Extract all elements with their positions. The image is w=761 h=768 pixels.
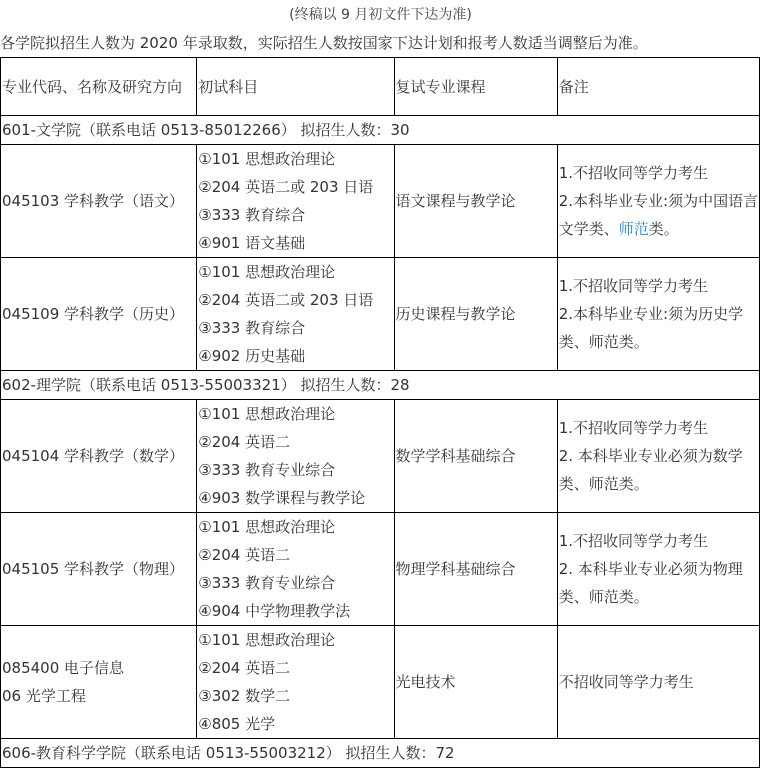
major-name: [1, 145, 197, 258]
prelim-subjects: [197, 626, 394, 739]
major-name-line: 045109 学科教学（历史）: [2, 305, 185, 323]
prelim-subject: ①101 思想政治理论: [198, 263, 336, 281]
retest-course: 光电技术: [394, 626, 557, 739]
prelim-subjects: [197, 400, 394, 513]
major-name-line: 045104 学科教学（数学）: [2, 447, 185, 465]
prelim-subjects: [197, 513, 394, 626]
major-name: [1, 258, 197, 371]
prelim-subject: ③333 教育专业综合: [198, 574, 336, 592]
major-direction-line: 06 光学工程: [2, 687, 86, 705]
major-name-line: 045105 学科教学（物理）: [2, 560, 185, 578]
remark-line: 2. 本科毕业专业必须为数学类、师范类。: [558, 447, 743, 493]
remark-line: 2. 本科毕业专业必须为物理类、师范类。: [558, 560, 743, 606]
remarks: [557, 400, 759, 513]
header-major: 专业代码、名称及研究方向: [1, 58, 197, 116]
major-name-line: 045103 学科教学（语文）: [2, 192, 185, 210]
remarks: [557, 258, 759, 371]
prelim-subject: ②204 英语二: [198, 546, 291, 564]
major-name: [1, 513, 197, 626]
prelim-subject: ①101 思想政治理论: [198, 150, 336, 168]
prelim-subject: ③302 数学二: [198, 687, 291, 705]
remarks: [557, 145, 759, 258]
header-retest: 复试专业课程: [394, 58, 557, 116]
table-row: [1, 258, 760, 371]
remark-line: 2.本科毕业专业:须为历史学类、师范类。: [558, 305, 744, 351]
table-row: [1, 626, 760, 739]
college-row-602: [1, 371, 760, 400]
admissions-table: [0, 57, 760, 768]
remark-line: 1.不招收同等学力考生: [558, 277, 709, 295]
remark-line: 不招收同等学力考生: [558, 673, 694, 691]
remark-text: 2.本科毕业专业:须为中国语言文学类、: [558, 192, 759, 238]
prelim-subject: ③333 教育综合: [198, 206, 306, 224]
header-remarks: 备注: [557, 58, 759, 116]
remark-line: 1.不招收同等学力考生: [558, 532, 709, 550]
retest-course: 数学学科基础综合: [394, 400, 557, 513]
remark-line: 1.不招收同等学力考生: [558, 419, 709, 437]
college-606-info: 606-教育科学学院（联系电话 0513-55003212） 拟招生人数：72: [1, 739, 760, 768]
prelim-subject: ④805 光学: [198, 715, 276, 733]
final-draft-note: (终稿以 9 月初文件下达为准): [289, 7, 472, 23]
table-header-row: [1, 58, 760, 116]
table-row: [1, 400, 760, 513]
prelim-subject: ①101 思想政治理论: [198, 518, 336, 536]
remarks: [557, 513, 759, 626]
major-name-line: 085400 电子信息: [2, 659, 125, 677]
prelim-subject: ④902 历史基础: [198, 347, 306, 365]
major-name: [1, 400, 197, 513]
prelim-subject: ①101 思想政治理论: [198, 631, 336, 649]
retest-course: 语文课程与教学论: [394, 145, 557, 258]
retest-course: 历史课程与教学论: [394, 258, 557, 371]
prelim-subjects: [197, 145, 394, 258]
header-prelim: 初试科目: [197, 58, 394, 116]
prelim-subject: ④901 语文基础: [198, 234, 306, 252]
prelim-subject: ④903 数学课程与教学论: [198, 489, 366, 507]
prelim-subject: ③333 教育综合: [198, 319, 306, 337]
college-601-info: 601-文学院（联系电话 0513-85012266） 拟招生人数：30: [1, 116, 760, 145]
table-row: [1, 513, 760, 626]
prelim-subject: ④904 中学物理教学法: [198, 602, 351, 620]
remarks: [557, 626, 759, 739]
prelim-subjects: [197, 258, 394, 371]
college-602-info: 602-理学院（联系电话 0513-55003321） 拟招生人数：28: [1, 371, 760, 400]
retest-course: 物理学科基础综合: [394, 513, 557, 626]
table-row: [1, 145, 760, 258]
college-row-601: [1, 116, 760, 145]
remark-line: [559, 187, 759, 243]
remark-line: 1.不招收同等学力考生: [558, 164, 709, 182]
prelim-subject: ②204 英语二或 203 日语: [198, 291, 374, 309]
normal-category-link[interactable]: 师范: [618, 220, 649, 238]
college-row-606: [1, 739, 760, 768]
major-name: [1, 626, 197, 739]
prelim-subject: ③333 教育专业综合: [198, 461, 336, 479]
remark-text: 类。: [648, 220, 679, 238]
prelim-subject: ①101 思想政治理论: [198, 405, 336, 423]
prelim-subject: ②204 英语二或 203 日语: [198, 178, 374, 196]
prelim-subject: ②204 英语二: [198, 659, 291, 677]
quota-note: 各学院拟招生人数为 2020 年录取数，实际招生人数按国家下达计划和报考人数适当调整后为准。: [0, 34, 648, 52]
prelim-subject: ②204 英语二: [198, 433, 291, 451]
